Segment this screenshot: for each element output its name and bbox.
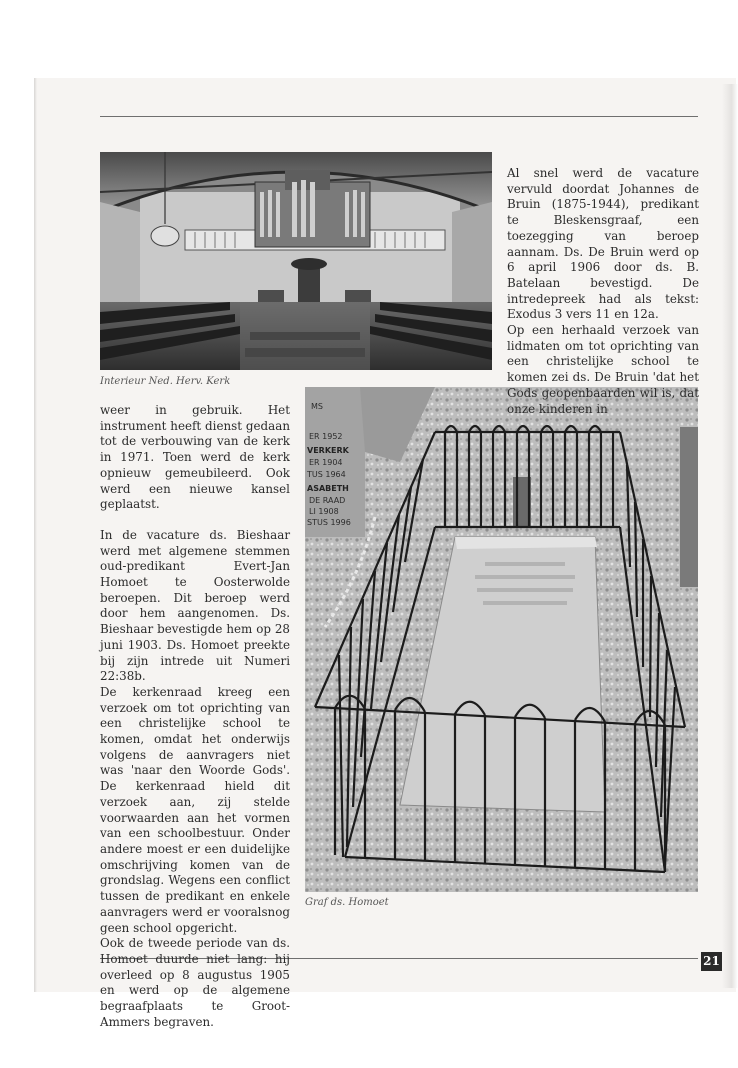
stone-text-line: TUS 1964 — [307, 470, 346, 479]
stone-text-line: DE RAAD — [309, 496, 346, 505]
paragraph: Op een herhaald verzoek van lidmaten om tot oprichting van een christelijke school te komen zei ds. De Bruin 'dat het Gods geopenbaarden wil is, dat onze kinderen in — [507, 323, 699, 416]
church-photo-caption: Interieur Ned. Herv. Kerk — [100, 376, 231, 387]
stone-text-line: ER 1952 — [309, 432, 343, 441]
stone-text-line: VERKERK — [307, 446, 349, 455]
paragraph: Ook de tweede periode van ds. Homoet duurde niet lang: hij overleed op 8 augustus 1905 en werd op de algemene begraafplaats te Groot-Ammers begraven. — [100, 936, 290, 1029]
page-number: 21 — [701, 952, 722, 971]
stone-text-line: ASABETH — [307, 484, 349, 493]
stone-text-line: ER 1904 — [309, 458, 343, 467]
stone-text-line: MS — [311, 402, 323, 411]
stone-text-line: LI 1908 — [309, 507, 339, 516]
text-column-left — [100, 403, 290, 1030]
grave-photo — [305, 387, 698, 892]
page-edge — [722, 84, 738, 988]
church-interior-photo — [100, 152, 492, 370]
grave-photo-caption: Graf ds. Homoet — [305, 897, 389, 908]
paragraph: De kerkenraad kreeg een verzoek om tot oprichting van een christelijke school te komen, omdat het onderwijs volgens de aanvragers niet was 'naar den Woorde Gods'. De kerkenraad hield dit verzoek aan, zij stelde voorwaarden aan het vormen van een schoolbestuur. Onder andere moest er een duidelijke omschrijving komen van de grondslag. Wegens een conflict tussen de predikant en enkele aanvragers werd er vooralsnog geen school opgericht. — [100, 684, 290, 935]
page-spine-shadow — [34, 78, 37, 992]
stone-text-line: STUS 1996 — [307, 518, 351, 527]
paragraph: In de vacature ds. Bieshaar werd met algemene stemmen oud-predikant Evert-Jan Homoet te Oosterwolde beroepen. Dit beroep werd door hem aangenomen. Ds. Bieshaar bevestigde hem op 28 juni 1903. Ds. Homoet preekte bij zijn intrede uit Numeri 22:38b. — [100, 527, 290, 684]
paragraph: Al snel werd de vacature vervuld doordat Johannes de Bruin (1875-1944), predikant te Bleskensgraaf, een toezegging van beroep aannam. Ds. De Bruin werd op 6 april 1906 door ds. B. Batelaan bevestigd. De intredepreek had als tekst: Exodus 3 vers 11 en 12a. — [507, 166, 699, 322]
text-column-right — [507, 166, 699, 417]
header-rule — [100, 116, 698, 117]
paragraph: weer in gebruik. Het instrument heeft dienst gedaan tot de verbouwing van de kerk in 1971. Toen werd de kerk opnieuw gemeubileerd. Ook werd een nieuwe kansel geplaatst. — [100, 403, 290, 512]
